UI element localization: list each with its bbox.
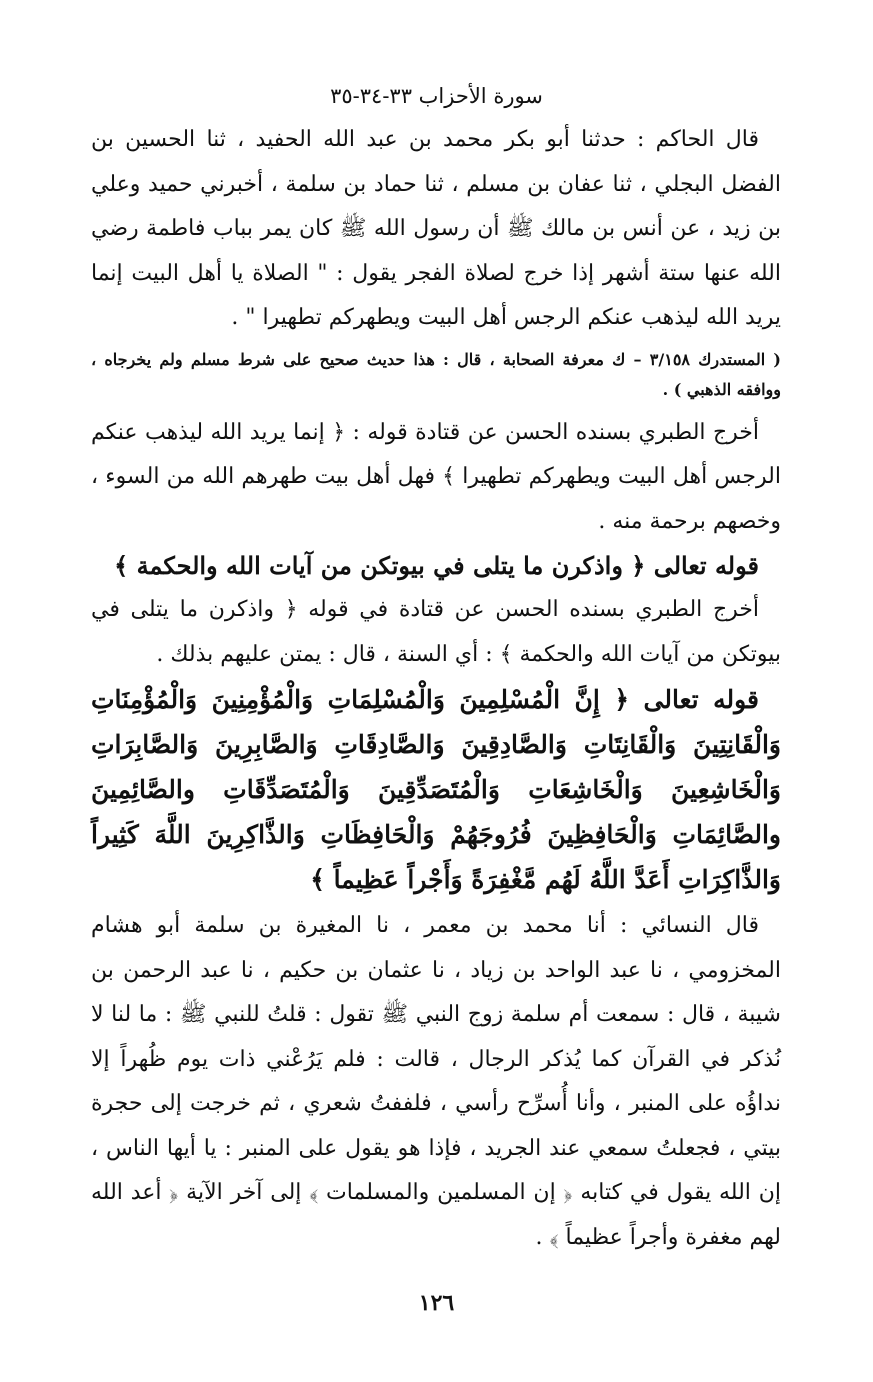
- page-number: ١٢٦: [418, 1290, 455, 1316]
- nasai-umm-salama-paragraph: قال النسائي : أنا محمد بن معمر ، نا المغيرة بن سلمة أبو هشام المخزومي ، نا عبد الواحد بن زياد ، نا عثمان بن حكيم ، نا عبد الرحمن بن شيبة ، قال : سمعت أم سلمة زوج النبي ﷺ تقول : قلتُ للنبي ﷺ : ما لنا لا نُذكر في القرآن كما يُذكر الرجال ، قالت : فلم يَرُعْني ذات يوم ظُهراً إلا نداؤُه على المنبر ، وأنا أُسرِّح رأسي ، فلففتُ شعري ، ثم خرجت إلى حجرة بيتي ، فجعلتُ سمعي عند الجريد ، فإذا هو يقول على المنبر : يا أيها الناس ، إن الله يقول في كتابه ﴿ إن المسلمين والمسلمات ﴾ إلى آخر الآية ﴿ أعد الله لهم مغفرة وأجراً عظيماً ﴾ .: [91, 913, 781, 1250]
- tabari-wadhkurna-paragraph: أخرج الطبري بسنده الحسن عن قتادة في قوله ﴿ واذكرن ما يتلى في بيوتكن من آيات الله والحكمة ﴾ : أي السنة ، قال : يمتن عليهم بذلك .: [91, 597, 781, 667]
- verse-heading-wadhkurna: قوله تعالى ﴿ واذكرن ما يتلى في بيوتكن من آيات الله والحكمة ﴾: [114, 551, 759, 580]
- hadith-hakim-paragraph: قال الحاكم : حدثنا أبو بكر محمد بن عبد الله الحفيد ، ثنا الحسين بن الفضل البجلي ، ثنا عفان بن مسلم ، ثنا حماد بن سلمة ، أخبرني حميد وعلي بن زيد ، عن أنس بن مالك ﷺ أن رسول الله ﷺ كان يمر بباب فاطمة رضي الله عنها ستة أشهر إذا خرج لصلاة الفجر يقول : " الصلاة يا أهل البيت إنما يريد الله ليذهب عنكم الرجس أهل البيت ويطهركم تطهيرا " .: [91, 127, 781, 330]
- running-header: سورة الأحزاب ٣٣-٣٤-٣٥: [330, 84, 543, 108]
- tabari-qatada-paragraph: أخرج الطبري بسنده الحسن عن قتادة قوله : ﴿ إنما يريد الله ليذهب عنكم الرجس أهل البيت ويطهركم تطهيرا ﴾ فهل أهل بيت طهرهم الله من السوء ، وخصهم برحمة منه .: [91, 419, 781, 534]
- verse-heading-muslimin: قوله تعالى ﴿ إِنَّ الْمُسْلِمِينَ وَالْمُسْلِمَاتِ وَالْمُؤْمِنِينَ وَالْمُؤْمِنَاتِ وَالْقَانِتِينَ وَالْقَانِتَاتِ وَالصَّادِقِينَ وَالصَّادِقَاتِ وَالصَّابِرِينَ وَالصَّابِرَاتِ وَالْخَاشِعِينَ وَالْخَاشِعَاتِ وَالْمُتَصَدِّقِينَ وَالْمُتَصَدِّقَاتِ والصَّائِمِينَ والصَّائِمَاتِ وَالْحَافِظِينَ فُرُوجَهُمْ وَالْحَافِظَاتِ وَالذَّاكِرِينَ اللَّهَ كَثِيراً وَالذَّاكِرَاتِ أَعَدَّ اللَّهُ لَهُم مَّغْفِرَةً وَأَجْراً عَظِيماً ﴾: [91, 685, 781, 894]
- mustadrak-citation-note: ( المستدرك ٣/١٥٨ – ك معرفة الصحابة ، قال : هذا حديث صحيح على شرط مسلم ولم يخرجاه ، ووافقه الذهبي ) .: [91, 349, 782, 399]
- text-body: [91, 118, 781, 1260]
